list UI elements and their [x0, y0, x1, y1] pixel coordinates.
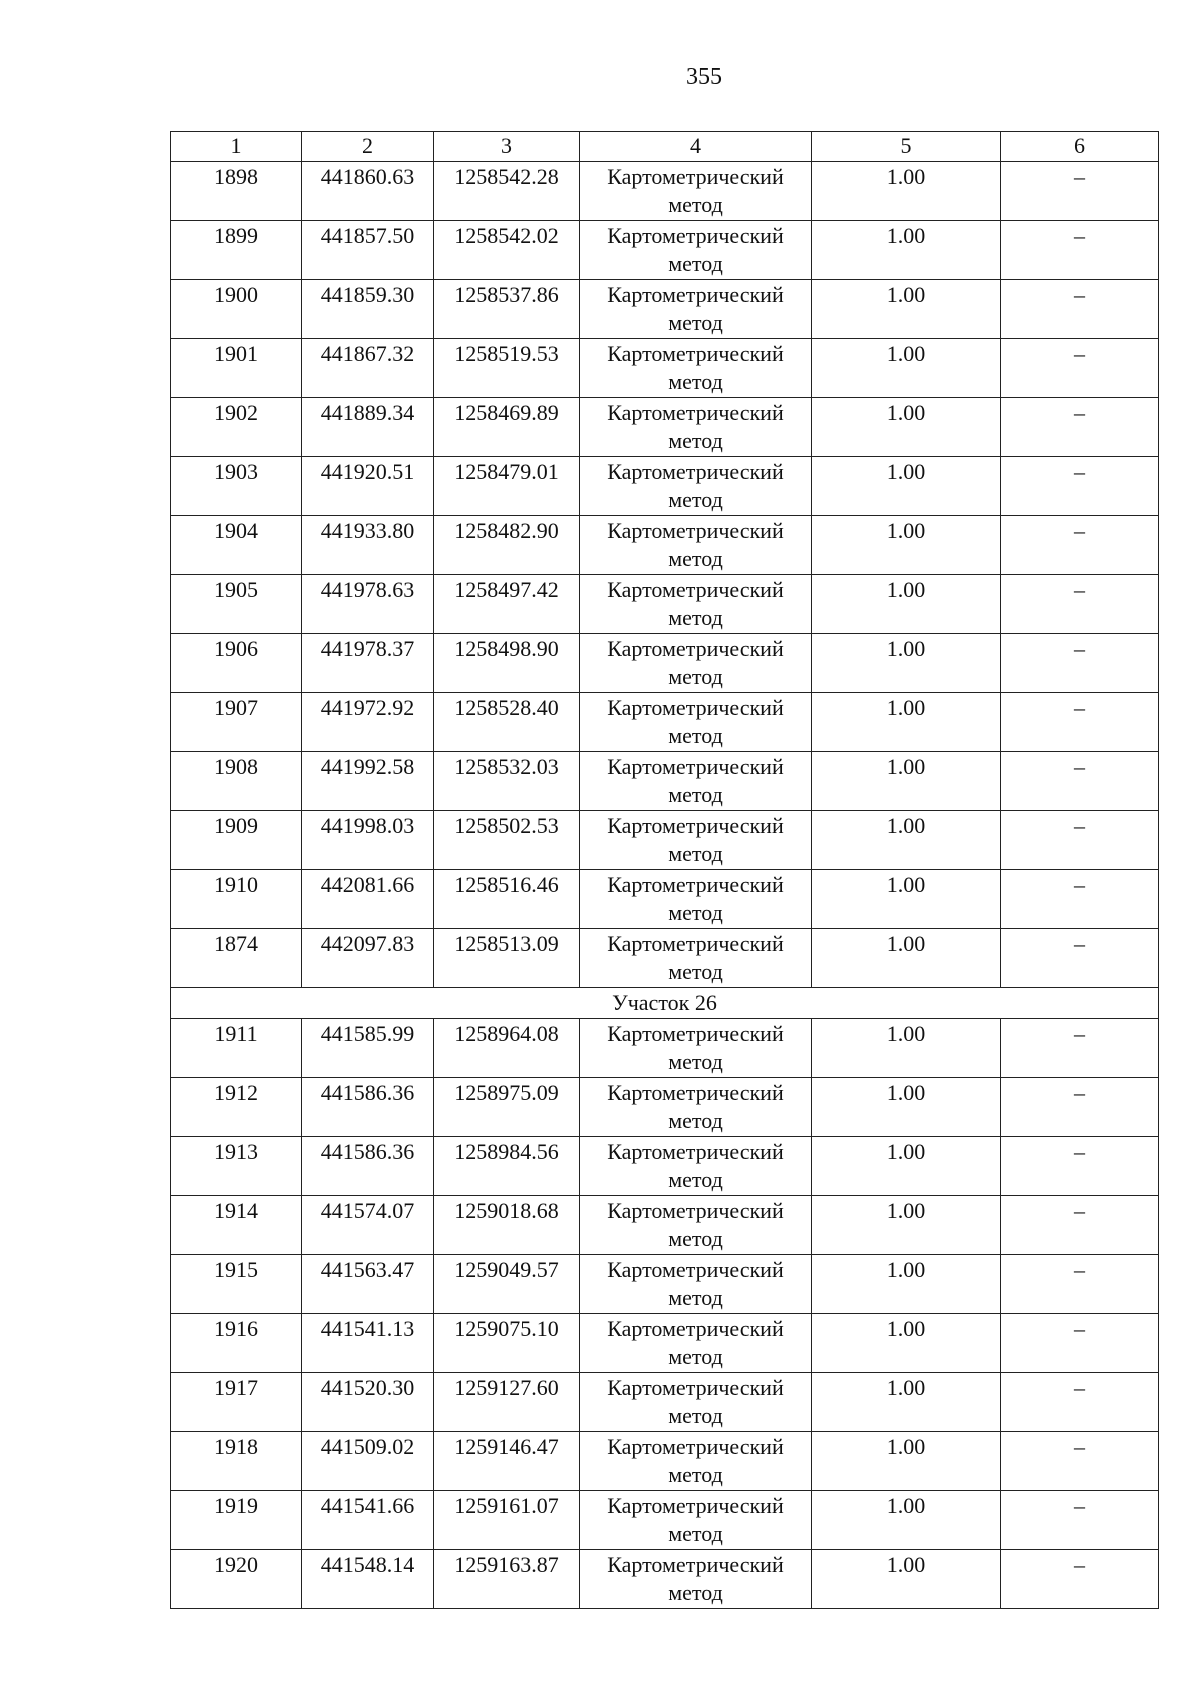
method-line-2: метод — [668, 1285, 723, 1310]
accuracy-cell: 1.00 — [812, 221, 1001, 280]
note-cell: – — [1001, 516, 1159, 575]
column-number-2: 2 — [302, 132, 434, 162]
note-cell: – — [1001, 398, 1159, 457]
y-coordinate-cell: 1258513.09 — [434, 929, 580, 988]
method-line-1: Картометрический — [607, 1021, 784, 1046]
method-line-1: Картометрический — [607, 164, 784, 189]
x-coordinate-cell: 442081.66 — [302, 870, 434, 929]
method-cell — [580, 1196, 812, 1255]
y-coordinate-cell: 1258537.86 — [434, 280, 580, 339]
table-row — [171, 1196, 1159, 1255]
method-cell — [580, 1550, 812, 1609]
accuracy-cell: 1.00 — [812, 339, 1001, 398]
table-body — [171, 132, 1159, 1609]
table-row — [171, 870, 1159, 929]
y-coordinate-cell: 1258532.03 — [434, 752, 580, 811]
x-coordinate-cell: 441933.80 — [302, 516, 434, 575]
note-cell: – — [1001, 339, 1159, 398]
point-number-cell: 1913 — [171, 1137, 302, 1196]
section-title: Участок 26 — [171, 988, 1159, 1019]
accuracy-cell: 1.00 — [812, 1078, 1001, 1137]
method-line-2: метод — [668, 1108, 723, 1133]
method-line-2: метод — [668, 605, 723, 630]
point-number-cell: 1905 — [171, 575, 302, 634]
method-line-2: метод — [668, 428, 723, 453]
accuracy-cell: 1.00 — [812, 1432, 1001, 1491]
accuracy-cell: 1.00 — [812, 1550, 1001, 1609]
point-number-cell: 1910 — [171, 870, 302, 929]
y-coordinate-cell: 1258964.08 — [434, 1019, 580, 1078]
method-line-2: метод — [668, 546, 723, 571]
section-row — [171, 988, 1159, 1019]
table-row — [171, 1373, 1159, 1432]
accuracy-cell: 1.00 — [812, 1491, 1001, 1550]
accuracy-cell: 1.00 — [812, 693, 1001, 752]
y-coordinate-cell: 1258502.53 — [434, 811, 580, 870]
note-cell: – — [1001, 457, 1159, 516]
method-line-1: Картометрический — [607, 518, 784, 543]
table-row — [171, 1491, 1159, 1550]
y-coordinate-cell: 1259127.60 — [434, 1373, 580, 1432]
method-line-2: метод — [668, 369, 723, 394]
table-row — [171, 811, 1159, 870]
column-number-6: 6 — [1001, 132, 1159, 162]
accuracy-cell: 1.00 — [812, 162, 1001, 221]
x-coordinate-cell: 441520.30 — [302, 1373, 434, 1432]
y-coordinate-cell: 1258498.90 — [434, 634, 580, 693]
point-number-cell: 1915 — [171, 1255, 302, 1314]
column-number-row — [171, 132, 1159, 162]
method-line-1: Картометрический — [607, 282, 784, 307]
note-cell: – — [1001, 1314, 1159, 1373]
table-row — [171, 1550, 1159, 1609]
x-coordinate-cell: 441586.36 — [302, 1137, 434, 1196]
y-coordinate-cell: 1258516.46 — [434, 870, 580, 929]
method-line-1: Картометрический — [607, 1493, 784, 1518]
method-line-1: Картометрический — [607, 931, 784, 956]
method-line-2: метод — [668, 1049, 723, 1074]
table-row — [171, 398, 1159, 457]
method-line-1: Картометрический — [607, 1139, 784, 1164]
point-number-cell: 1912 — [171, 1078, 302, 1137]
accuracy-cell: 1.00 — [812, 1373, 1001, 1432]
note-cell: – — [1001, 1019, 1159, 1078]
method-cell — [580, 1255, 812, 1314]
table-row — [171, 280, 1159, 339]
point-number-cell: 1918 — [171, 1432, 302, 1491]
point-number-cell: 1908 — [171, 752, 302, 811]
y-coordinate-cell: 1258975.09 — [434, 1078, 580, 1137]
table-row — [171, 1255, 1159, 1314]
method-line-1: Картометрический — [607, 1257, 784, 1282]
x-coordinate-cell: 441541.66 — [302, 1491, 434, 1550]
point-number-cell: 1906 — [171, 634, 302, 693]
point-number-cell: 1899 — [171, 221, 302, 280]
method-line-2: метод — [668, 192, 723, 217]
x-coordinate-cell: 441860.63 — [302, 162, 434, 221]
note-cell: – — [1001, 280, 1159, 339]
table-row — [171, 1078, 1159, 1137]
note-cell: – — [1001, 693, 1159, 752]
accuracy-cell: 1.00 — [812, 870, 1001, 929]
method-cell — [580, 221, 812, 280]
y-coordinate-cell: 1258984.56 — [434, 1137, 580, 1196]
method-line-1: Картометрический — [607, 754, 784, 779]
y-coordinate-cell: 1259075.10 — [434, 1314, 580, 1373]
y-coordinate-cell: 1258469.89 — [434, 398, 580, 457]
method-cell — [580, 1314, 812, 1373]
accuracy-cell: 1.00 — [812, 516, 1001, 575]
method-line-1: Картометрический — [607, 636, 784, 661]
method-cell — [580, 457, 812, 516]
accuracy-cell: 1.00 — [812, 280, 1001, 339]
method-line-2: метод — [668, 782, 723, 807]
method-line-1: Картометрический — [607, 1316, 784, 1341]
note-cell: – — [1001, 811, 1159, 870]
method-line-1: Картометрический — [607, 341, 784, 366]
point-number-cell: 1904 — [171, 516, 302, 575]
method-line-2: метод — [668, 664, 723, 689]
note-cell: – — [1001, 1196, 1159, 1255]
x-coordinate-cell: 442097.83 — [302, 929, 434, 988]
y-coordinate-cell: 1258479.01 — [434, 457, 580, 516]
x-coordinate-cell: 441972.92 — [302, 693, 434, 752]
method-line-2: метод — [668, 1580, 723, 1605]
table-row — [171, 339, 1159, 398]
note-cell: – — [1001, 1373, 1159, 1432]
table-row — [171, 575, 1159, 634]
note-cell: – — [1001, 929, 1159, 988]
accuracy-cell: 1.00 — [812, 811, 1001, 870]
point-number-cell: 1903 — [171, 457, 302, 516]
method-line-1: Картометрический — [607, 223, 784, 248]
method-line-2: метод — [668, 1226, 723, 1251]
table-row — [171, 634, 1159, 693]
x-coordinate-cell: 441548.14 — [302, 1550, 434, 1609]
accuracy-cell: 1.00 — [812, 1019, 1001, 1078]
x-coordinate-cell: 441889.34 — [302, 398, 434, 457]
note-cell: – — [1001, 221, 1159, 280]
note-cell: – — [1001, 634, 1159, 693]
point-number-cell: 1907 — [171, 693, 302, 752]
y-coordinate-cell: 1259163.87 — [434, 1550, 580, 1609]
method-line-1: Картометрический — [607, 400, 784, 425]
method-cell — [580, 1491, 812, 1550]
note-cell: – — [1001, 1078, 1159, 1137]
note-cell: – — [1001, 870, 1159, 929]
x-coordinate-cell: 441563.47 — [302, 1255, 434, 1314]
x-coordinate-cell: 441585.99 — [302, 1019, 434, 1078]
y-coordinate-cell: 1259049.57 — [434, 1255, 580, 1314]
method-cell — [580, 162, 812, 221]
method-cell — [580, 516, 812, 575]
method-cell — [580, 398, 812, 457]
table-row — [171, 752, 1159, 811]
column-number-5: 5 — [812, 132, 1001, 162]
y-coordinate-cell: 1259161.07 — [434, 1491, 580, 1550]
column-number-3: 3 — [434, 132, 580, 162]
x-coordinate-cell: 441509.02 — [302, 1432, 434, 1491]
y-coordinate-cell: 1258542.28 — [434, 162, 580, 221]
method-line-1: Картометрический — [607, 1434, 784, 1459]
x-coordinate-cell: 441574.07 — [302, 1196, 434, 1255]
point-number-cell: 1917 — [171, 1373, 302, 1432]
method-line-2: метод — [668, 900, 723, 925]
point-number-cell: 1902 — [171, 398, 302, 457]
method-cell — [580, 811, 812, 870]
method-line-1: Картометрический — [607, 872, 784, 897]
point-number-cell: 1909 — [171, 811, 302, 870]
y-coordinate-cell: 1258482.90 — [434, 516, 580, 575]
accuracy-cell: 1.00 — [812, 457, 1001, 516]
y-coordinate-cell: 1259146.47 — [434, 1432, 580, 1491]
x-coordinate-cell: 441978.37 — [302, 634, 434, 693]
table-row — [171, 1432, 1159, 1491]
accuracy-cell: 1.00 — [812, 398, 1001, 457]
column-number-1: 1 — [171, 132, 302, 162]
x-coordinate-cell: 441992.58 — [302, 752, 434, 811]
note-cell: – — [1001, 575, 1159, 634]
x-coordinate-cell: 441541.13 — [302, 1314, 434, 1373]
table-row — [171, 162, 1159, 221]
point-number-cell: 1911 — [171, 1019, 302, 1078]
y-coordinate-cell: 1258519.53 — [434, 339, 580, 398]
method-line-2: метод — [668, 841, 723, 866]
note-cell: – — [1001, 1491, 1159, 1550]
note-cell: – — [1001, 1550, 1159, 1609]
note-cell: – — [1001, 1255, 1159, 1314]
point-number-cell: 1920 — [171, 1550, 302, 1609]
method-line-1: Картометрический — [607, 1198, 784, 1223]
note-cell: – — [1001, 162, 1159, 221]
page-number: 355 — [686, 64, 722, 90]
accuracy-cell: 1.00 — [812, 929, 1001, 988]
point-number-cell: 1916 — [171, 1314, 302, 1373]
accuracy-cell: 1.00 — [812, 1314, 1001, 1373]
method-cell — [580, 280, 812, 339]
method-line-2: метод — [668, 1462, 723, 1487]
method-line-2: метод — [668, 1403, 723, 1428]
column-number-4: 4 — [580, 132, 812, 162]
method-line-2: метод — [668, 1521, 723, 1546]
y-coordinate-cell: 1258528.40 — [434, 693, 580, 752]
method-cell — [580, 929, 812, 988]
note-cell: – — [1001, 752, 1159, 811]
method-line-1: Картометрический — [607, 1375, 784, 1400]
table-row — [171, 457, 1159, 516]
method-cell — [580, 1137, 812, 1196]
x-coordinate-cell: 441586.36 — [302, 1078, 434, 1137]
method-line-2: метод — [668, 959, 723, 984]
x-coordinate-cell: 441998.03 — [302, 811, 434, 870]
note-cell: – — [1001, 1432, 1159, 1491]
x-coordinate-cell: 441857.50 — [302, 221, 434, 280]
x-coordinate-cell: 441859.30 — [302, 280, 434, 339]
method-line-2: метод — [668, 723, 723, 748]
method-cell — [580, 1432, 812, 1491]
point-number-cell: 1900 — [171, 280, 302, 339]
method-cell — [580, 634, 812, 693]
x-coordinate-cell: 441920.51 — [302, 457, 434, 516]
method-cell — [580, 1373, 812, 1432]
method-line-1: Картометрический — [607, 813, 784, 838]
accuracy-cell: 1.00 — [812, 1255, 1001, 1314]
x-coordinate-cell: 441867.32 — [302, 339, 434, 398]
method-line-2: метод — [668, 1344, 723, 1369]
method-cell — [580, 1078, 812, 1137]
table-row — [171, 221, 1159, 280]
y-coordinate-cell: 1258497.42 — [434, 575, 580, 634]
method-cell — [580, 339, 812, 398]
method-line-1: Картометрический — [607, 1080, 784, 1105]
method-line-1: Картометрический — [607, 695, 784, 720]
y-coordinate-cell: 1259018.68 — [434, 1196, 580, 1255]
method-cell — [580, 1019, 812, 1078]
table-row — [171, 693, 1159, 752]
table-row — [171, 1019, 1159, 1078]
y-coordinate-cell: 1258542.02 — [434, 221, 580, 280]
accuracy-cell: 1.00 — [812, 752, 1001, 811]
x-coordinate-cell: 441978.63 — [302, 575, 434, 634]
point-number-cell: 1919 — [171, 1491, 302, 1550]
table-row — [171, 516, 1159, 575]
method-line-2: метод — [668, 251, 723, 276]
method-line-1: Картометрический — [607, 577, 784, 602]
point-number-cell: 1898 — [171, 162, 302, 221]
method-cell — [580, 752, 812, 811]
point-number-cell: 1874 — [171, 929, 302, 988]
point-number-cell: 1901 — [171, 339, 302, 398]
method-line-1: Картометрический — [607, 1552, 784, 1577]
coordinates-table — [170, 131, 1159, 1609]
table-row — [171, 1137, 1159, 1196]
method-line-2: метод — [668, 1167, 723, 1192]
accuracy-cell: 1.00 — [812, 1196, 1001, 1255]
method-cell — [580, 575, 812, 634]
method-line-2: метод — [668, 487, 723, 512]
method-line-1: Картометрический — [607, 459, 784, 484]
accuracy-cell: 1.00 — [812, 1137, 1001, 1196]
method-cell — [580, 693, 812, 752]
accuracy-cell: 1.00 — [812, 634, 1001, 693]
table-row — [171, 1314, 1159, 1373]
note-cell: – — [1001, 1137, 1159, 1196]
method-line-2: метод — [668, 310, 723, 335]
point-number-cell: 1914 — [171, 1196, 302, 1255]
method-cell — [580, 870, 812, 929]
accuracy-cell: 1.00 — [812, 575, 1001, 634]
table-row — [171, 929, 1159, 988]
